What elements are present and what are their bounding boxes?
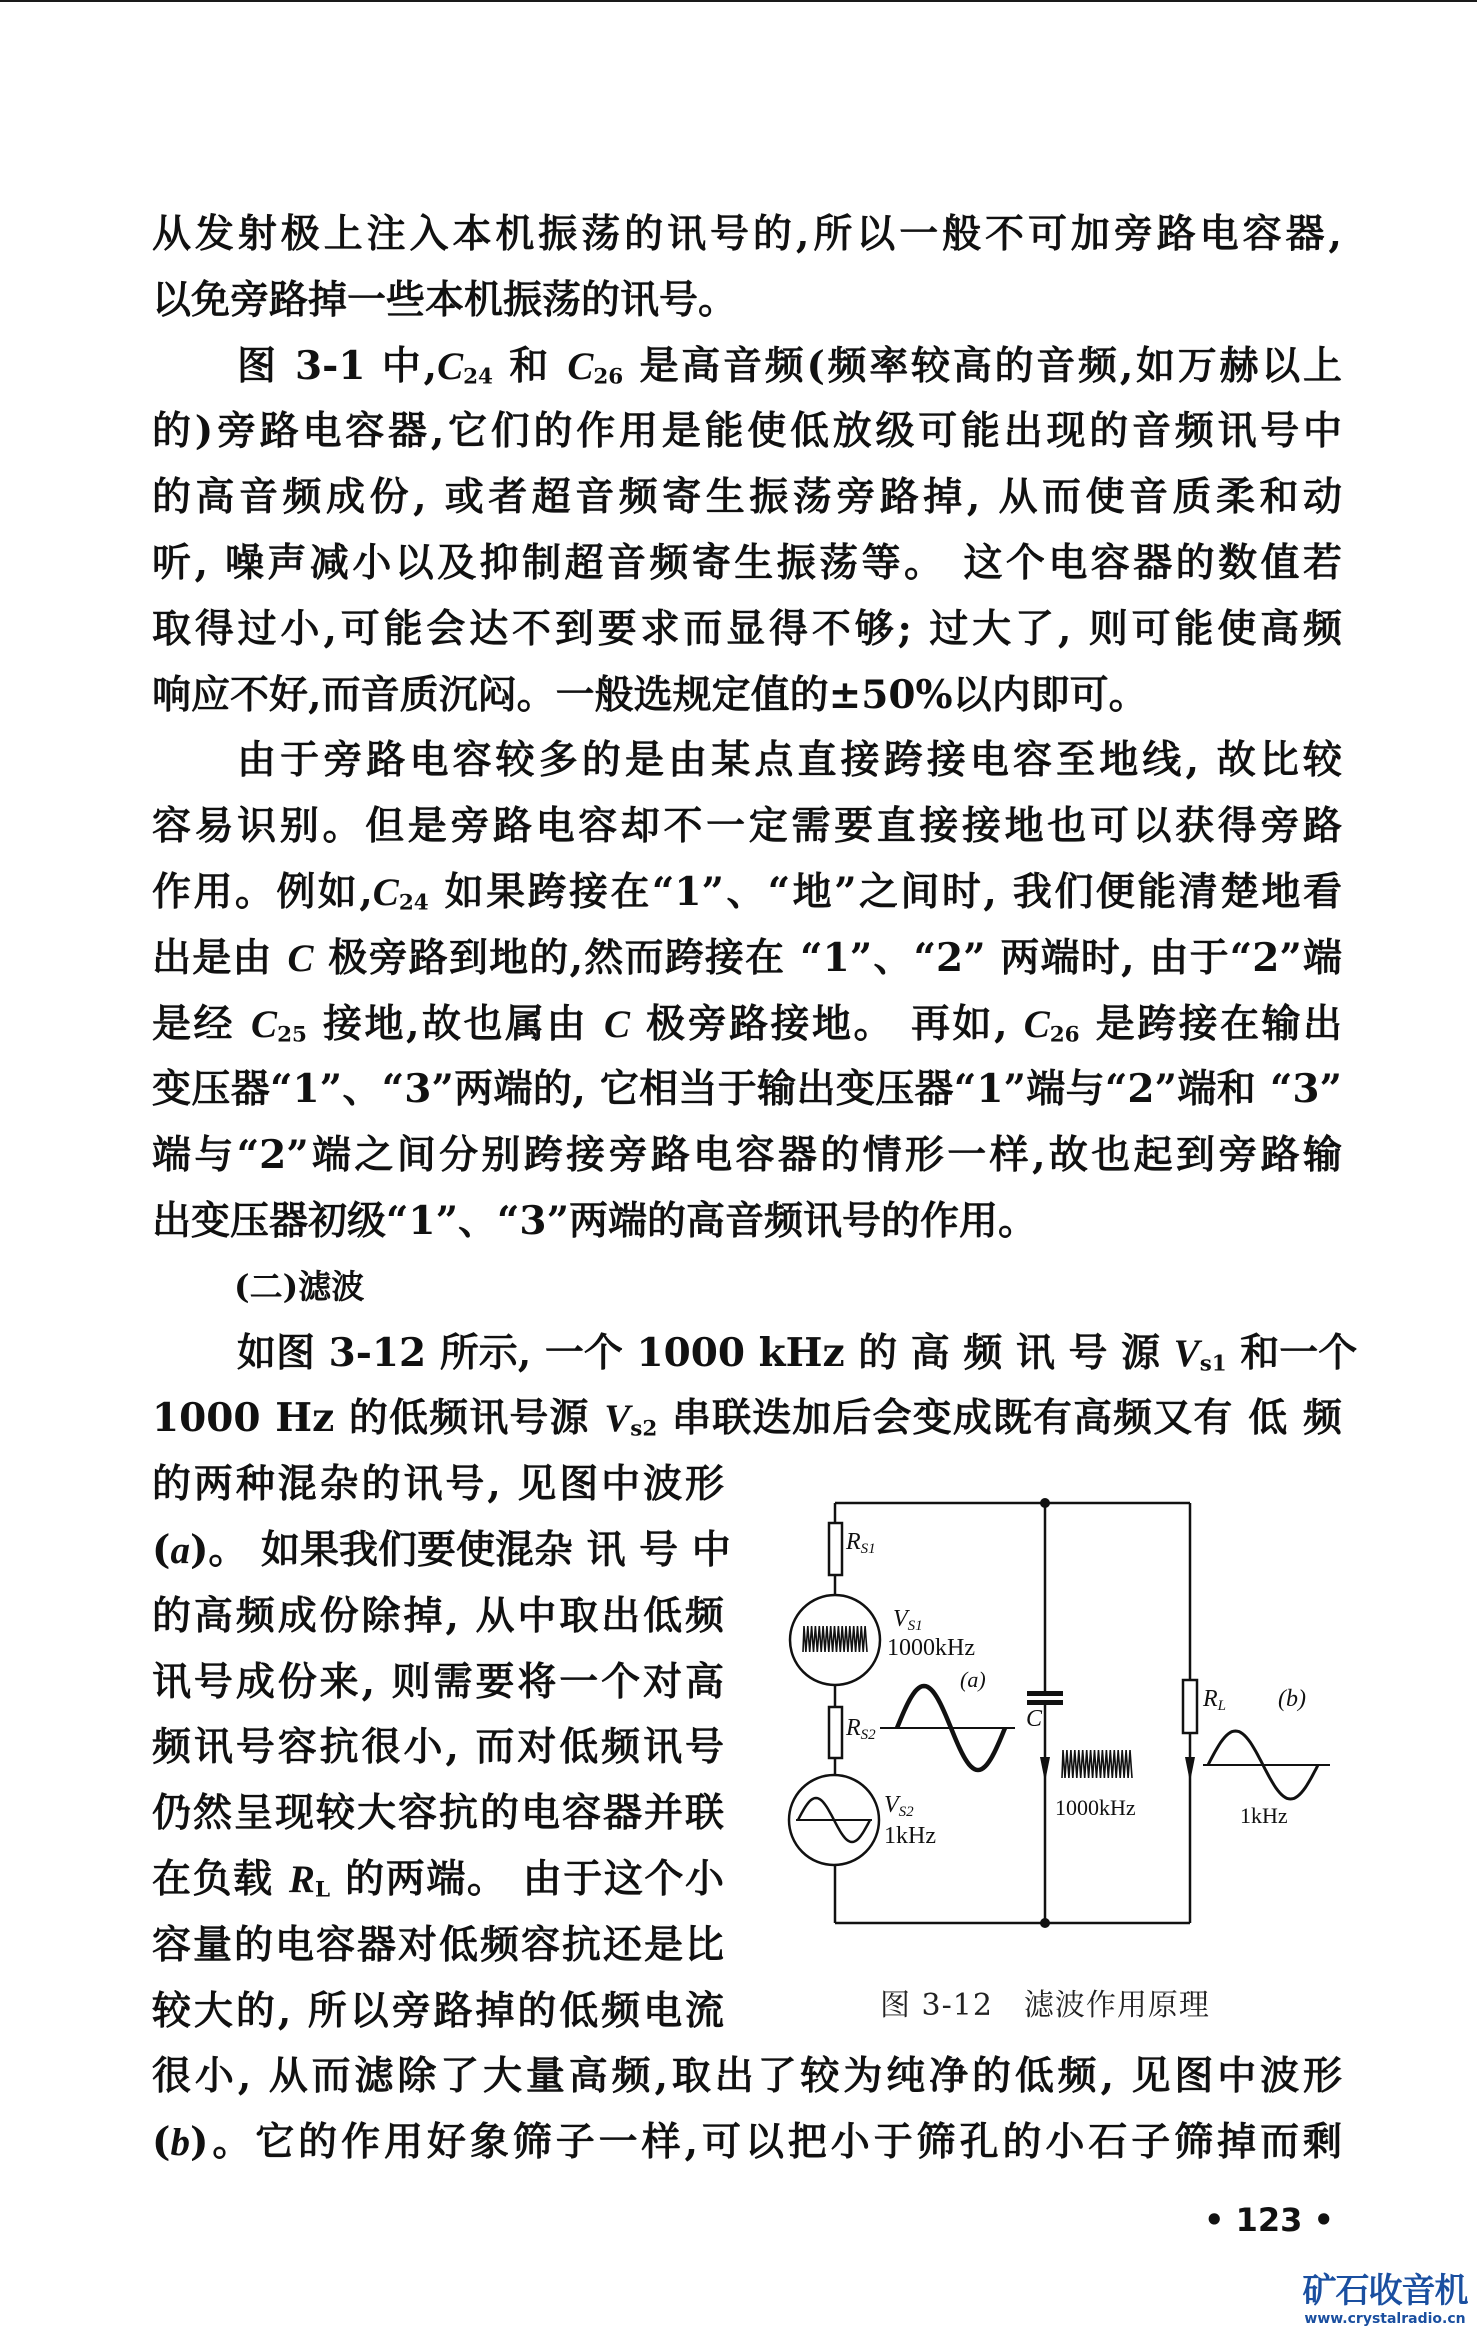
italic-symbol: C (437, 345, 464, 388)
text-line (152, 1722, 724, 1772)
source-vs2 (789, 1775, 879, 1865)
label-wave-a: (a) (960, 1667, 986, 1692)
text-line (237, 735, 1342, 785)
text-run: 如图 3-12 所示, 一个 1000 kHz 的 高 频 讯 号 源 (237, 1330, 1174, 1376)
text-run: 出是由 (152, 935, 288, 981)
text-line (152, 406, 1342, 456)
text-run: 容量的电容器对低频容抗还是比 (152, 1922, 724, 1968)
figure-caption: 图 3-12 滤波作用原理 (880, 1988, 1210, 2023)
hf-wave-vs1-icon (803, 1626, 867, 1652)
subscript: L (314, 1877, 331, 1903)
italic-symbol: C (372, 871, 399, 914)
italic-symbol: C (567, 345, 594, 388)
text-line (152, 1591, 724, 1641)
text-run: 作用。例如, (152, 869, 373, 915)
text-run: 的)旁路电容器,它们的作用是能使低放级可能出现的音频讯号中 (152, 408, 1342, 454)
resistor-rs2 (829, 1707, 842, 1758)
text-run: 极旁路到地的,然而跨接在 “1”、“2” 两端时, 由于“2”端 (313, 935, 1342, 981)
label-wave-b: (b) (1278, 1686, 1306, 1712)
text-run: ( (152, 2119, 171, 2165)
text-run: 仍然呈现较大容抗的电容器并联 (152, 1790, 724, 1836)
junction-bottom (1040, 1918, 1050, 1928)
label-capacitor: C (1026, 1706, 1043, 1732)
text-line (152, 1393, 1342, 1443)
text-run: 听, 噪声减小以及抑制超音频寄生振荡等。 这个电容器的数值若 (152, 540, 1342, 586)
text-run: 以免旁路掉一些本机振荡的讯号。 (152, 277, 738, 323)
text-run: 图 3-1 中, (237, 343, 438, 389)
resistor-rs1 (829, 1523, 842, 1575)
text-run: 串联迭加后会变成既有高频又有 低 频 (657, 1395, 1342, 1441)
text-run: 在负载 (152, 1856, 289, 1902)
text-run: )。 如果我们要使混杂 讯 号 中 (189, 1527, 731, 1573)
text-line (152, 2117, 1342, 2167)
source-vs1 (790, 1595, 880, 1685)
resistor-rl (1183, 1680, 1197, 1733)
text-run: 是经 (152, 1001, 252, 1047)
text-run: 是高音频(频率较高的音频,如万赫以上 (623, 343, 1342, 389)
text-line (152, 2051, 1342, 2101)
text-line (152, 933, 1342, 983)
text-line (234, 1262, 364, 1312)
junction-top (1040, 1498, 1050, 1508)
text-run: 和 (492, 343, 568, 389)
italic-symbol: C (287, 937, 314, 980)
label-rl: RL (1203, 1686, 1227, 1714)
text-line (152, 801, 1342, 851)
text-run: ( (152, 1527, 171, 1573)
subscript: s2 (630, 1416, 658, 1442)
text-line (152, 1130, 1342, 1180)
text-line (152, 1064, 1342, 1114)
text-line (237, 1328, 1358, 1378)
label-vs1: VS1 (893, 1606, 923, 1634)
italic-symbol: C (251, 1003, 278, 1046)
subscript: 25 (277, 1022, 307, 1048)
italic-symbol: C (1023, 1003, 1050, 1046)
text-line (152, 1854, 724, 1904)
subscript: 24 (398, 890, 429, 916)
subscript: 26 (1049, 1022, 1080, 1048)
lf-wave-vs2-icon (798, 1798, 870, 1842)
text-line (152, 275, 1342, 325)
italic-symbol: R (288, 1858, 315, 1901)
italic-symbol: b (170, 2121, 190, 2164)
text-run: 取得过小,可能会达不到要求而显得不够; 过大了, 则可能使高频 (152, 606, 1342, 652)
text-line (152, 1525, 731, 1575)
watermark-url: www.crystalradio.cn (1304, 2311, 1466, 2327)
text-line (152, 604, 1342, 654)
page-number: • 123 • (1204, 2201, 1334, 2239)
italic-symbol: C (604, 1003, 631, 1046)
text-line (152, 1920, 724, 1970)
text-run: 的高音频成份, 或者超音频寄生振荡旁路掉, 从而使音质柔和动 (152, 474, 1342, 520)
text-run: 很小, 从而滤除了大量高频,取出了较为纯净的低频, 见图中波形 (152, 2053, 1342, 2099)
text-line (152, 1196, 1342, 1246)
text-run: 1000 Hz 的低频讯号源 (152, 1395, 605, 1441)
capacitor-plate-top (1027, 1691, 1063, 1696)
wave-a-mixed (897, 1686, 1005, 1770)
capacitor-plate-bottom (1027, 1700, 1063, 1705)
text-run: 由于旁路电容较多的是由某点直接跨接电容至地线, 故比较 (237, 737, 1342, 783)
wave-b-lf (1208, 1731, 1318, 1799)
text-line (237, 341, 1342, 391)
text-line (152, 867, 1342, 917)
text-line (152, 209, 1342, 259)
text-run: 的两种混杂的讯号, 见图中波形 (152, 1461, 724, 1507)
italic-symbol: V (604, 1397, 631, 1440)
text-run: 从发射极上注入本机振荡的讯号的,所以一般不可加旁路电容器, (152, 211, 1342, 257)
text-line (152, 670, 1342, 720)
text-run: 的高频成份除掉, 从中取出低频 (152, 1593, 724, 1639)
current-arrow-right-icon (1185, 1757, 1195, 1782)
text-run: 极旁路接地。 再如, (630, 1001, 1024, 1047)
text-run: 频讯号容抗很小, 而对低频讯号 (152, 1724, 724, 1770)
text-run: 和一个 (1226, 1330, 1358, 1376)
text-line (152, 1459, 724, 1509)
text-line (152, 472, 1342, 522)
text-run: 端与“2”端之间分别跨接旁路电容器的情形一样,故也起到旁路输 (152, 1132, 1342, 1178)
text-line (152, 1657, 724, 1707)
text-run: 出变压器初级“1”、“3”两端的高音频讯号的作用。 (152, 1198, 1038, 1244)
text-run: 较大的, 所以旁路掉的低频电流 (152, 1988, 724, 2034)
label-bypass-freq: 1000kHz (1055, 1795, 1136, 1820)
label-vs2: VS2 (884, 1792, 914, 1820)
watermark (1300, 2272, 1470, 2328)
hf-wave-bypass-icon (1062, 1750, 1132, 1778)
label-load-freq: 1kHz (1240, 1803, 1288, 1828)
scan-top-edge (0, 0, 1477, 2)
text-line (152, 1986, 724, 2036)
text-line (152, 538, 1342, 588)
italic-symbol: a (170, 1529, 190, 1572)
text-run: 接地,故也属由 (306, 1001, 605, 1047)
text-run: )。它的作用好象筛子一样,可以把小于筛孔的小石子筛掉而剩 (189, 2119, 1342, 2165)
text-run: 的两端。 由于这个小 (330, 1856, 725, 1902)
text-run: (二)滤波 (234, 1267, 365, 1306)
text-run: 响应不好,而音质沉闷。一般选规定值的±50%以内即可。 (152, 672, 1148, 718)
text-run: 是跨接在输出 (1079, 1001, 1343, 1047)
label-vs2-freq: 1kHz (884, 1823, 936, 1849)
watermark-logo: 矿石收音机 (1302, 2271, 1468, 2311)
current-arrow-middle-icon (1040, 1757, 1050, 1782)
label-rs2: RS2 (846, 1715, 876, 1743)
label-vs1-freq: 1000kHz (887, 1635, 975, 1661)
text-run: 如果跨接在“1”、“地”之间时, 我们便能清楚地看 (428, 869, 1342, 915)
subscript: 26 (593, 364, 624, 390)
subscript: 24 (463, 364, 493, 390)
italic-symbol: V (1173, 1332, 1200, 1375)
subscript: s1 (1199, 1351, 1227, 1377)
text-line (152, 999, 1342, 1049)
text-run: 讯号成份来, 则需要将一个对高 (152, 1659, 724, 1705)
text-line (152, 1788, 724, 1838)
text-run: 变压器“1”、“3”两端的, 它相当于输出变压器“1”端与“2”端和 “3” (152, 1066, 1342, 1112)
label-rs1: RS1 (846, 1529, 876, 1557)
text-run: 容易识别。但是旁路电容却不一定需要直接接地也可以获得旁路 (152, 803, 1342, 849)
